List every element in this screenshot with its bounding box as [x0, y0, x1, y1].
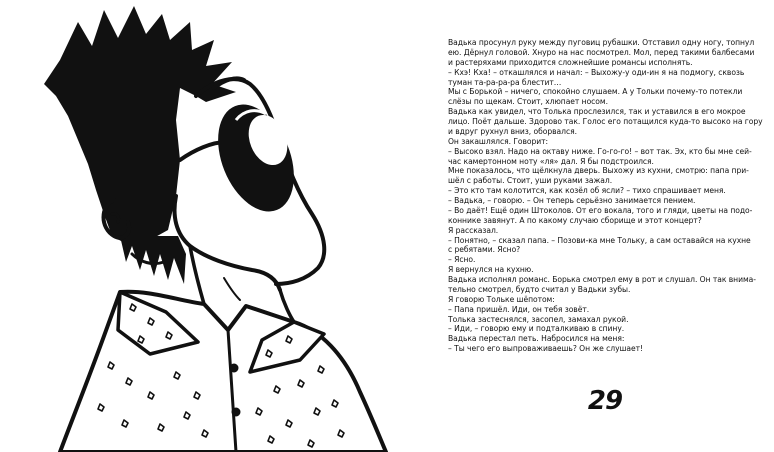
- text-line: и растеряхами приходится сложнейшие романсы исполнять.: [448, 57, 693, 67]
- text-line: Мы с Борькой – ничего, спокойно слушаем. А у Тольки почему-то потекли: [448, 87, 743, 97]
- page-number: 29: [587, 386, 623, 416]
- text-line: – Ты чего его выпроваживаешь? Он же слушает!: [448, 344, 644, 354]
- text-line: – Понятно, – сказал папа. – Позови-ка мне Тольку, а сам оставайся на кухне: [448, 235, 751, 245]
- text-line: – Это кто там колотится, как козёл об ясли? – тихо спрашивает меня.: [448, 186, 726, 196]
- text-line: – Папа пришёл. Иди, он тебя зовёт.: [448, 304, 590, 314]
- text-line: – Иди, – говорю ему и подталкиваю в спину.: [448, 324, 625, 334]
- text-line: час камертонном ноту «ля» дал. Я бы подстроился.: [448, 156, 654, 166]
- text-line: – Высоко взял. Надо на октаву ниже. Го-го-го! – вот так. Эх, кто бы мне сей-: [448, 146, 752, 156]
- text-line: лицо. Поёт дальше. Здорово так. Голос его потащился куда-то высоко на гору: [448, 117, 763, 126]
- text-line: Вадька как увидел, что Толька прослезился, так и уставился в его мокрое: [448, 107, 746, 117]
- text-line: коннике завянут. А по какому случаю сборище и этот концерт?: [448, 215, 702, 225]
- shirt-drawing: [60, 292, 386, 452]
- text-line: Вадька просунул руку между пуговиц рубашки. Отставил одну ногу, топнул: [448, 38, 755, 47]
- story-text: [448, 38, 766, 354]
- text-line: и вдруг рухнул вниз, оборвался.: [448, 126, 577, 136]
- text-line: туман та-ра-ра-ра блестит…: [448, 77, 562, 87]
- text-line: – Во даёт! Ещё один Штоколов. От его вокала, того и гляди, цветы на подо-: [448, 205, 753, 215]
- text-line: тельно смотрел, будто считал у Вадьки зубы.: [448, 284, 631, 294]
- mouth-drawing: [203, 93, 308, 222]
- text-line: шёл с работы. Стоит, уши руками зажал.: [448, 176, 613, 186]
- text-line: Я рассказал.: [448, 225, 499, 235]
- text-line: Он закашлялся. Говорит:: [448, 136, 549, 146]
- text-line: Я вернулся на кухню.: [448, 265, 534, 275]
- text-line: Мне показалось, что щёлкнула дверь. Выхожу из кухни, смотрю: папа при-: [448, 166, 749, 176]
- text-line: – Вадька, – говорю. – Он теперь серьёзно занимается пением.: [448, 196, 696, 205]
- text-line: с ребятами. Ясно?: [448, 245, 521, 255]
- text-line: Вадька перестал петь. Набросился на меня:: [448, 334, 625, 344]
- text-line: – Ясно.: [448, 255, 476, 265]
- text-line: – Кхэ! Кха! – откашлялся и начал: – Выхожу-у оди-ин я на подмогу, сквозь: [448, 67, 745, 77]
- text-line: Я говорю Тольке шёпотом:: [448, 294, 555, 304]
- text-line: Вадька исполнял романс. Борька смотрел ему в рот и слушал. Он так внима-: [448, 275, 756, 284]
- text-line: ею. Дёрнул головой. Хнуро на нас посмотрел. Мол, перед такими балбесами: [448, 47, 755, 57]
- text-line: Толька застеснялся, засопел, замахал рукой.: [448, 314, 629, 324]
- text-line: слёзы по щекам. Стоит, хлюпает носом.: [448, 97, 608, 107]
